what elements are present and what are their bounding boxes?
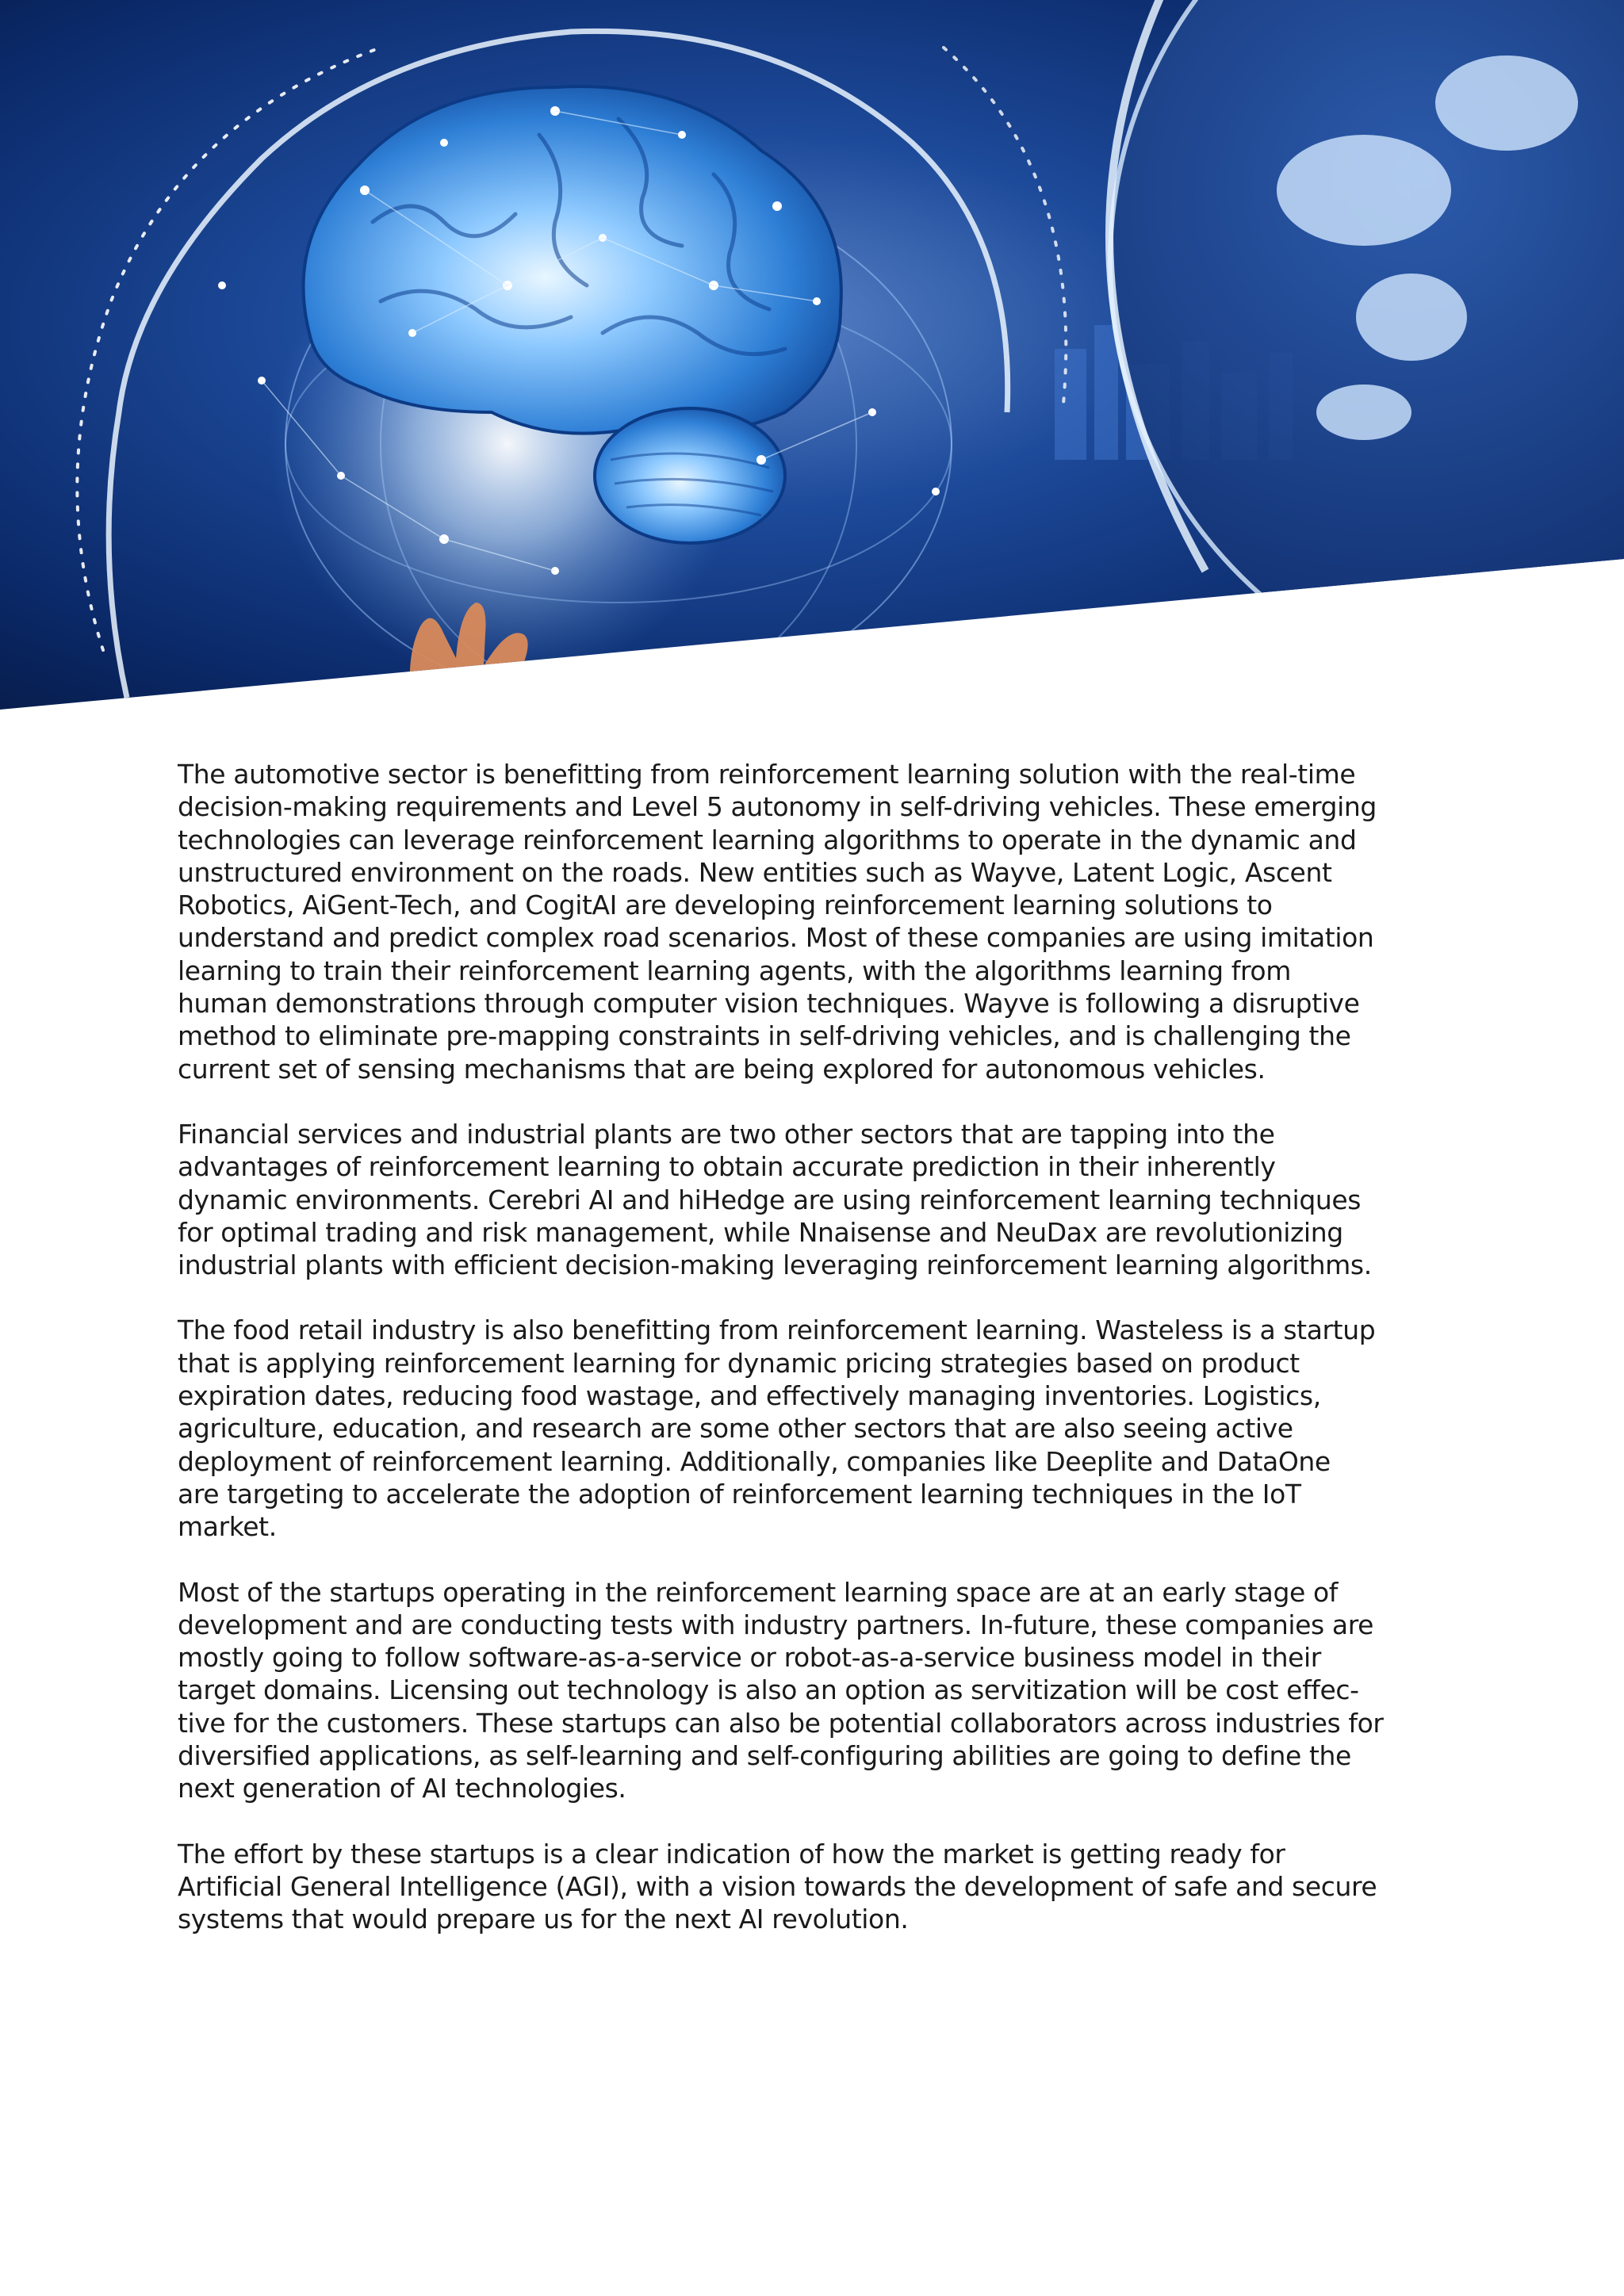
article-body xyxy=(178,758,1446,1969)
hero-image xyxy=(0,0,1624,714)
paragraph-financial-industrial: Financial services and industrial plants are two other sectors that are tapping into the advantages of reinforcement learning to obtain accurate prediction in their inherently dynamic environments. Cerebri AI and hiHedge are using reinforcement learning techniques for optimal trading and risk management, while Nnaisense and NeuDax are revolutionizing industrial plants with efficient decision-making leveraging reinforcement learning algorithms. xyxy=(178,1118,1372,1281)
paragraph-food-retail: The food retail industry is also benefitting from reinforcement learning. Wasteless is a startup that is applying reinforcement learning for dynamic pricing strategies based on product expiration dates, reducing food wastage, and effectively managing inventories. Logistics, agriculture, education, and research are some other sectors that are also seeing active deployment of reinforcement learning. Additionally, companies like Deeplite and DataOne are targeting to accelerate the adoption of reinforcement learning techniques in the IoT market. xyxy=(178,1314,1376,1543)
paragraph-agi-conclusion: The effort by these startups is a clear indication of how the market is getting ready for Artificial General Intelligence (AGI), with a vision towards the development of safe and secure systems that would prepare us for the next AI revolution. xyxy=(178,1838,1377,1935)
paragraph-startups-stage: Most of the startups operating in the reinforcement learning space are at an early stage of development and are conducting tests with industry partners. In-future, these companies are mostly going to follow software-as-a-service or robot-as-a-service business model in their target domains. Licensing out technology is also an option as servitization will be cost effec- tive for the customers. These startups can also be potential collaborators across industries for diversified applications, as self-learning and self-configuring abilities are going to define the next generation of AI technologies. xyxy=(178,1576,1384,1804)
brain-globe-illustration xyxy=(0,0,1624,714)
paragraph-automotive: The automotive sector is benefitting from reinforcement learning solution with the real-time decision-making requirements and Level 5 autonomy in self-driving vehicles. These emerging technologies can leverage reinforcement learning algorithms to operate in the dynamic and unstructured environment on the roads. New entities such as Wayve, Latent Logic, Ascent Robotics, AiGent-Tech, and CogitAI are developing reinforcement learning solutions to understand and predict complex road scenarios. Most of these companies are using imitation learning to train their reinforcement learning agents, with the algorithms learning from human demonstrations through computer vision techniques. Wayve is following a disruptive method to eliminate pre-mapping constraints in self-driving vehicles, and is challenging the current set of sensing mechanisms that are being explored for autonomous vehicles. xyxy=(178,759,1377,1085)
